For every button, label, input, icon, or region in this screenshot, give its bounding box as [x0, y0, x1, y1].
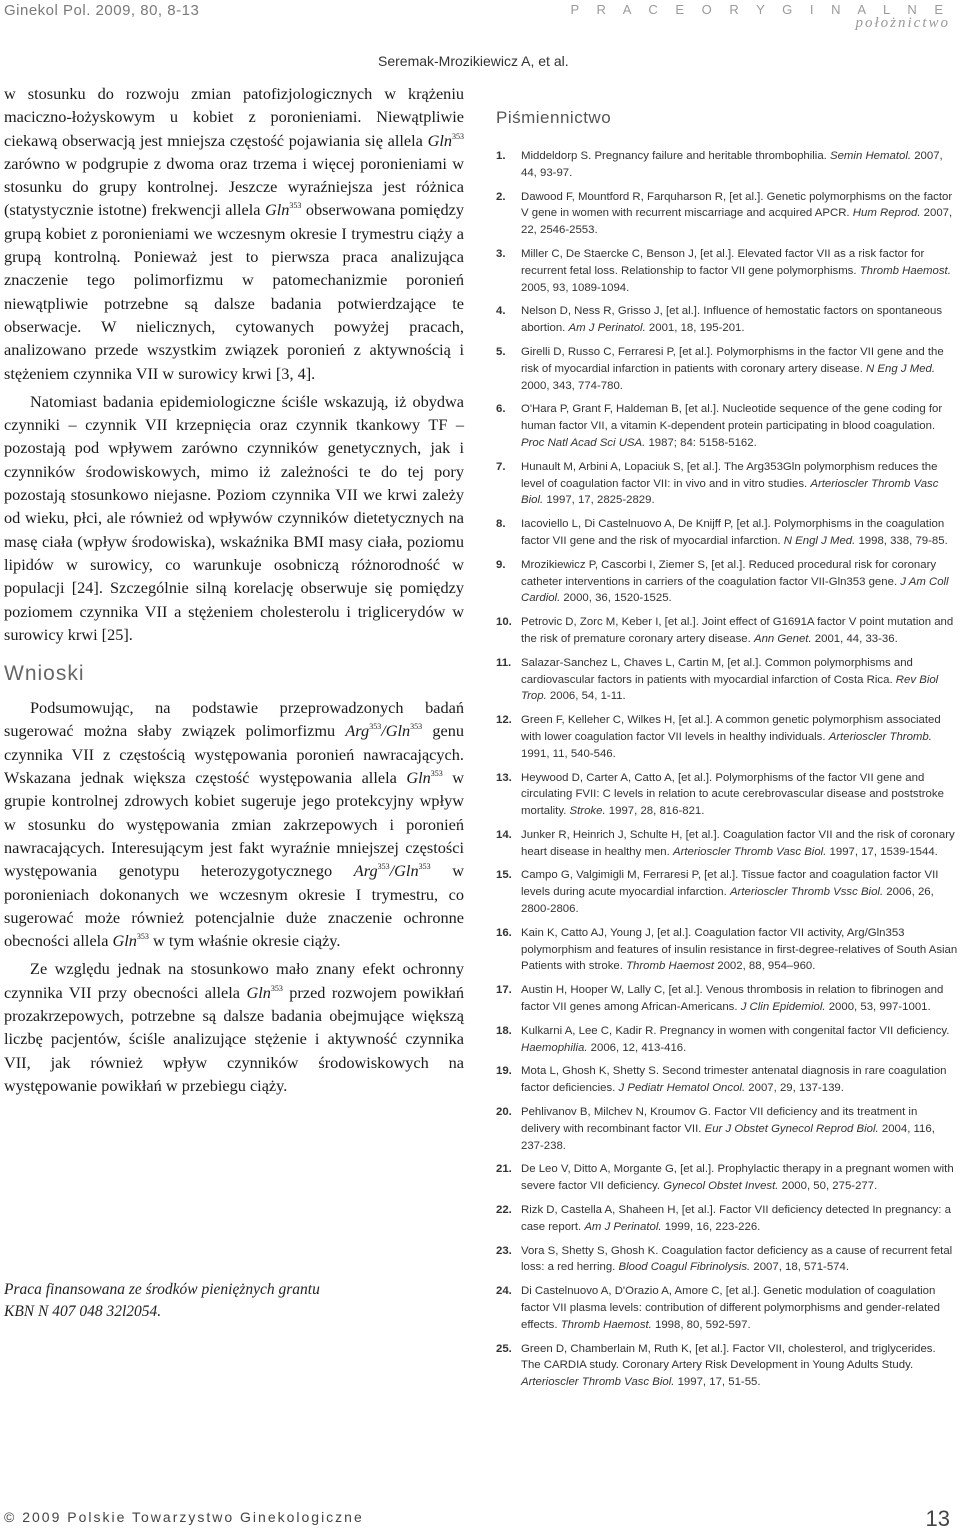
reference-journal: J Am Coll Cardiol. [521, 575, 949, 605]
reference-text: 1999, 16, 223-226. [661, 1220, 761, 1233]
allele-gln: Gln [427, 130, 452, 150]
reference-item [496, 516, 958, 550]
reference-number: 12. [496, 714, 512, 727]
reference-journal: Am J Perinatol. [584, 1220, 662, 1233]
allele-arg: Arg [353, 861, 378, 881]
reference-item [496, 557, 958, 607]
reference-text: 2002, 88, 954–960. [714, 960, 816, 973]
reference-text: 2006, 12, 413-416. [587, 1041, 687, 1054]
reference-text: Miller C, De Staercke C, Benson J, [et al.]. Elevated factor VII as a risk factor for recurrent fetal loss. Relationship to factor VII gene polymorphisms. [521, 247, 925, 277]
reference-item [496, 344, 958, 394]
reference-text: 1997, 17, 51-55. [674, 1376, 761, 1389]
reference-text: Junker R, Heinrich J, Schulte H, [et al.]. Coagulation factor VII and the risk of coronary heart disease in healthy men. [521, 828, 955, 858]
reference-number: 16. [496, 926, 512, 939]
reference-text: Kulkarni A, Lee C, Kadir R. Pregnancy in women with congenital factor VII deficiency. [521, 1024, 950, 1037]
text-span: Podsumowując, na podstawie przeprowadzonych badań sugerować można słaby związek polimorfizmu [4, 698, 464, 741]
reference-number: 7. [496, 460, 506, 473]
superscript: 353 [270, 983, 283, 993]
text-span: genu czynnika VII z częstością występowania poronień nawracających. Wskazana jednak większa częstość występowania allela [4, 721, 465, 788]
reference-item [496, 1283, 958, 1333]
reference-text: Mrozikiewicz P, Cascorbi I, Ziemer S, [et al.]. Reduced procedural risk for coronary catheter interventions in carriers of the coagulation factor VII-Gln353 gene. [521, 558, 937, 588]
reference-journal: Thromb Haemost. [859, 264, 951, 277]
reference-text: 2007, 22, 2546-2553. [521, 207, 953, 237]
reference-number: 5. [496, 345, 506, 358]
reference-journal: Arterioscler Thromb Vasc Biol. [521, 1376, 675, 1389]
reference-item [496, 770, 958, 820]
reference-item [496, 867, 958, 917]
reference-text: 1991, 11, 540-546. [521, 747, 616, 760]
reference-journal: J Clin Epidemiol. [740, 1001, 826, 1014]
page-number: 13 [925, 1506, 950, 1531]
reference-number: 8. [496, 518, 506, 531]
allele-arg: Arg [345, 721, 370, 741]
reference-text: Pehlivanov B, Milchev N, Kroumov G. Factor VII deficiency and its treatment in delivery with recombinant factor VII. [521, 1106, 918, 1135]
reference-journal: Arterioscler Thromb. [828, 730, 932, 743]
reference-text: Di Castelnuovo A, D'Orazio A, Amore C, [et al.]. Genetic modulation of coagulation factor VII plasma levels: contribution of different polymorphisms and gender-related effects. [521, 1285, 940, 1331]
reference-text: 2006, 26, 2800-2806. [521, 886, 934, 916]
reference-journal: Eur J Obstet Gynecol Reprod Biol. [704, 1122, 879, 1135]
reference-journal: Semin Hematol. [830, 150, 912, 162]
reference-journal: Ann Genet. [753, 632, 812, 645]
reference-text: 2005, 93, 1089-1094. [521, 281, 630, 294]
reference-number: 2. [496, 190, 506, 203]
reference-text: Middeldorp S. Pregnancy failure and heritable thrombophilia. [521, 150, 830, 162]
reference-text: 1997, 17, 1539-1544. [826, 845, 938, 858]
reference-text: Green D, Chamberlain M, Ruth K, [et al.]. Factor VII, cholesterol, and triglycerides. The CARDIA study. Coronary Artery Risk Development in Young Adults Study. [521, 1342, 936, 1372]
slash: / [389, 861, 395, 881]
reference-number: 17. [496, 984, 512, 997]
reference-text: 2000, 50, 275-277. [778, 1180, 878, 1193]
superscript: 353 [452, 131, 464, 141]
running-authors: Seremak-Mrozikiewicz A, et al. [378, 53, 569, 69]
superscript: 353 [289, 201, 302, 211]
paragraph-4 [4, 957, 464, 1097]
journal-citation: Ginekol Pol. 2009, 80, 8-13 [4, 2, 200, 19]
reference-journal: Stroke. [569, 805, 606, 818]
text-span: w poronieniach dokonanych we wczesnym okresie I trymestru, co sugerować może również potencjalnie duże znaczenie ochronne obecności allela [4, 861, 464, 951]
reference-number: 24. [496, 1285, 512, 1298]
reference-item [496, 303, 958, 337]
paragraph-2: Natomiast badania epidemiologiczne ściśle wskazują, iż obydwa czynniki – czynnik VII krzepnięcia oraz czynnik tkankowy TF – pozostają pod wpływem zarówno czynników genetycznych, jak i czynników środowiskowych, mimo iż zależności te do tej pory pozostają stosunkowo niejasne. Poziom czynnika VII we krwi zależy od wieku, płci, ale również od wpływów czynników dietetycznych na masę ciała (wpływ środowiska), wskaźnika BMI masy ciała, poziomu lipidów w surowicy, co warunkuje osobniczą różnorodność w populacji [24]. Szczególnie silną korelację obserwuje się pomiędzy poziomem czynnika VII a stężeniem cholesterolu i triglicerydów w surowicy krwi [25]. [4, 391, 464, 644]
section-label: P R A C E O R Y G I N A L N E [570, 2, 950, 17]
reference-item [496, 189, 958, 239]
reference-item [496, 712, 958, 762]
reference-text: 2000, 343, 774-780. [521, 379, 623, 392]
reference-number: 10. [496, 616, 512, 629]
reference-item [496, 1104, 958, 1154]
reference-item [496, 925, 958, 975]
reference-journal: N Engl J Med. [783, 534, 856, 547]
reference-number: 18. [496, 1024, 512, 1037]
reference-journal: Am J Perinatol. [568, 322, 646, 335]
reference-number: 1. [496, 150, 506, 162]
reference-text: 2001, 18, 195-201. [645, 322, 745, 335]
copyright-notice: © 2009 Polskie Towarzystwo Ginekologiczne [4, 1509, 364, 1525]
allele-gln: Gln [112, 931, 137, 951]
reference-item [496, 1243, 958, 1277]
references-column [496, 108, 958, 1398]
reference-text: Nelson D, Ness R, Grisso J, [et al.]. Influence of hemostatic factors on spontaneous abortion. [521, 305, 943, 335]
reference-text: Hunault M, Arbini A, Lopaciuk S, [et al.]. The Arg353Gln polymorphism reduces the level of coagulation factor VII: in vivo and in vitro studies. [521, 460, 938, 490]
paragraph-3 [4, 696, 464, 952]
reference-number: 25. [496, 1342, 512, 1355]
superscript: 353 [136, 932, 149, 942]
text-span: Ze względu jednak na stosunkowo mało znany efekt ochronny czynnika VII przy obecności allela [4, 959, 464, 1002]
text-span: obserwowana pomiędzy grupą kobiet z poronieniami we wczesnym okresie I trymestru ciąży a grupą kontrolną. Ponieważ jest to pierwsza praca analizująca znaczenie tego polimorfizmu w patomechanizmie poronień niewątpliwie potrzebne są dalsze badania potwierdzające te obserwacje. W nielicznych, cytowanych powyżej pracach, analizowano przede wszystkim związek poronień z aktywnością i stężeniem czynnika VII w surowicy krwi [3, 4]. [4, 200, 465, 383]
reference-number: 19. [496, 1065, 512, 1078]
reference-journal: Thromb Haemost. [560, 1318, 652, 1331]
main-text-column [4, 82, 464, 1097]
reference-text: Campo G, Valgimigli M, Ferraresi P, [et al.]. Tissue factor and coagulation factor VII levels during acute myocardial infarction. [521, 869, 939, 899]
reference-journal: Hum Reprod. [852, 207, 921, 220]
reference-number: 20. [496, 1106, 512, 1119]
allele-gln: Gln [264, 200, 290, 220]
reference-journal: N Eng J Med. [866, 362, 936, 375]
allele-gln: Gln [406, 768, 431, 788]
reference-text: Kain K, Catto AJ, Young J, [et al.]. Coagulation factor VII activity, Arg/Gln353 polymorphism and features of insulin resistance in first-degree-relatives of South Asian Patients with stroke. [521, 926, 958, 973]
allele-gln: Gln [394, 861, 419, 881]
reference-text: 1987; 84: 5158-5162. [645, 436, 757, 449]
reference-text: Green F, Kelleher C, Wilkes H, [et al.]. A common genetic polymorphism associated with lower coagulation factor VII levels in healthy individuals. [521, 714, 941, 743]
text-span: przed rozwojem powikłań prozakrzepowych, potrzebne są dalsze badania obejmujące większą liczbę pacjentów, ściśle analizujące stężenie i aktywność czynnika VII, jak również wpływ czynników środowiskowych na występowanie powikłań w przebiegu ciąży. [4, 982, 464, 1095]
reference-journal: Proc Natl Acad Sci USA. [521, 436, 646, 449]
text-span: w grupie kontrolnej zdrowych kobiet sugeruje jego protekcyjny wpływ w stosunku do występowania zmian zakrzepowych i poronień nawracających. Interesującym jest fakt wyraźnie mniejszej częstości występowania genotypu heterozygotycznego [4, 768, 465, 881]
reference-text: Vora S, Shetty S, Ghosh K. Coagulation factor deficiency as a cause of recurrent fetal loss: a red herring. [521, 1244, 953, 1274]
section-header [570, 2, 950, 32]
reference-item [496, 401, 958, 451]
allele-gln: Gln [385, 721, 411, 741]
reference-item [496, 614, 958, 648]
reference-text: Salazar-Sanchez L, Chaves L, Cartin M, [et al.]. Common polymorphisms and cardiovascular factors in patients with myocardial infarction of Costa Rica. [521, 656, 913, 686]
references-heading: Piśmiennictwo [496, 108, 612, 127]
reference-text: Rizk D, Castella A, Shaheen H, [et al.]. Factor VII deficiency detected In pregnancy: a case report. [521, 1204, 951, 1233]
superscript: 353 [369, 722, 382, 732]
reference-text: Iacoviello L, Di Castelnuovo A, De Knijff P, [et al.]. Polymorphisms in the coagulation factor VII gene and the risk of myocardial infarction. [521, 518, 945, 547]
reference-text: 2006, 54, 1-11. [546, 690, 626, 703]
reference-text: Dawood F, Mountford R, Farquharson R, [et al.]. Genetic polymorphisms on the factor V gene in women with recurrent miscarriage and acquired APCR. [521, 190, 953, 220]
reference-text: 2007, 29, 137-139. [745, 1082, 844, 1095]
reference-item [496, 459, 958, 509]
slash: / [381, 721, 386, 741]
reference-text: 2000, 36, 1520-1525. [560, 592, 672, 605]
funding-line-2: KBN N 407 048 32l2054. [4, 1303, 162, 1320]
reference-number: 6. [496, 403, 506, 416]
reference-number: 4. [496, 305, 506, 318]
reference-text: 2007, 44, 93-97. [521, 150, 943, 179]
superscript: 353 [377, 862, 390, 872]
reference-text: 1997, 28, 816-821. [605, 805, 705, 818]
reference-number: 22. [496, 1204, 512, 1217]
reference-text: 2004, 116, 237-238. [521, 1122, 935, 1152]
reference-journal: Arterioscler Thromb Vasc Biol. [521, 477, 939, 507]
reference-text: Mota L, Ghosh K, Shetty S. Second trimester antenatal diagnosis in rare coagulation factor deficiencies. [521, 1065, 947, 1095]
reference-item [496, 1161, 958, 1195]
allele-gln: Gln [246, 982, 271, 1002]
reference-text: Austin H, Hooper W, Lally C, [et al.]. Venous thrombosis in relation to fibrinogen and factor VII genes among African-Americans. [521, 984, 944, 1014]
reference-item [496, 982, 958, 1016]
reference-number: 3. [496, 247, 506, 260]
reference-number: 11. [496, 656, 512, 669]
reference-journal: Arterioscler Thromb Vasc Biol. [672, 845, 827, 858]
subsection-label: położnictwo [855, 15, 950, 31]
reference-item [496, 827, 958, 861]
reference-text: 1997, 17, 2825-2829. [543, 494, 655, 507]
reference-item [496, 655, 958, 705]
reference-item [496, 1063, 958, 1097]
reference-item [496, 148, 958, 182]
reference-text: 1998, 338, 79-85. [855, 534, 948, 547]
reference-text: 2001, 44, 33-36. [811, 632, 898, 645]
reference-journal: Thromb Haemost [626, 960, 715, 973]
conclusions-heading: Wnioski [4, 662, 85, 686]
superscript: 353 [418, 862, 431, 872]
reference-journal: Haemophilia. [521, 1041, 588, 1054]
reference-text: Girelli D, Russo C, Ferraresi P, [et al.]. Polymorphisms in the factor VII gene and the risk of myocardial infarction in patients with coronary artery disease. [521, 345, 944, 375]
reference-journal: Blood Coagul Fibrinolysis. [618, 1261, 751, 1274]
reference-text: 2000, 53, 997-1001. [825, 1001, 931, 1014]
paragraph-1 [4, 82, 464, 385]
reference-journal: Arterioscler Thromb Vssc Biol. [729, 886, 884, 899]
reference-journal: Gynecol Obstet Invest. [663, 1180, 779, 1193]
references-list [496, 148, 958, 1391]
reference-text: O'Hara P, Grant F, Haldeman B, [et al.]. Nucleotide sequence of the gene coding for human factor VII, a vitamin K-dependent protein participating in blood coagulation. [521, 403, 943, 433]
reference-text: Heywood D, Carter A, Catto A, [et al.]. Polymorphisms of the factor VII gene and circulating FVII: C levels in relation to acute cerebrovascular disease and poststroke mortality. [521, 771, 944, 818]
reference-text: 2007, 18, 571-574. [750, 1261, 850, 1274]
funding-note [4, 1279, 320, 1323]
reference-text: Petrovic D, Zorc M, Keber I, [et al.]. Joint effect of G1691A factor V point mutation and the risk of premature coronary artery disease. [521, 616, 954, 645]
reference-item [496, 246, 958, 296]
superscript: 353 [430, 769, 443, 779]
reference-number: 23. [496, 1244, 512, 1257]
reference-text: 1998, 80, 592-597. [651, 1318, 751, 1331]
reference-item [496, 1341, 958, 1391]
reference-number: 15. [496, 869, 512, 882]
funding-line-1: Praca finansowana ze środków pieniężnych grantu [4, 1281, 320, 1298]
reference-number: 9. [496, 558, 506, 571]
text-span: w tym właśnie okresie ciąży. [148, 931, 341, 951]
superscript: 353 [410, 722, 423, 732]
reference-item [496, 1023, 958, 1057]
reference-number: 21. [496, 1163, 512, 1176]
reference-number: 14. [496, 828, 512, 841]
reference-journal: Rev Biol Trop. [521, 673, 939, 703]
text-span: zarówno w podgrupie z dwoma oraz trzema i więcej poronieniami w stosunku do grupy kontrolnej. Jeszcze wyraźniejsza jest różnica (statystycznie istotne) frekwencji allela [4, 153, 464, 220]
reference-item [496, 1202, 958, 1236]
reference-text: De Leo V, Ditto A, Morgante G, [et al.]. Prophylactic therapy in a pregnant women with severe factor VII deficiency. [521, 1163, 954, 1193]
text-span: w stosunku do rozwoju zmian patofizjologicznych w krążeniu maciczno-łożyskowym u kobiet z poronieniami. Niewątpliwie ciekawą obserwacją jest mniejsza częstość pojawiania się allela [4, 84, 464, 150]
reference-number: 13. [496, 771, 512, 784]
reference-journal: J Pediatr Hematol Oncol. [618, 1082, 746, 1095]
